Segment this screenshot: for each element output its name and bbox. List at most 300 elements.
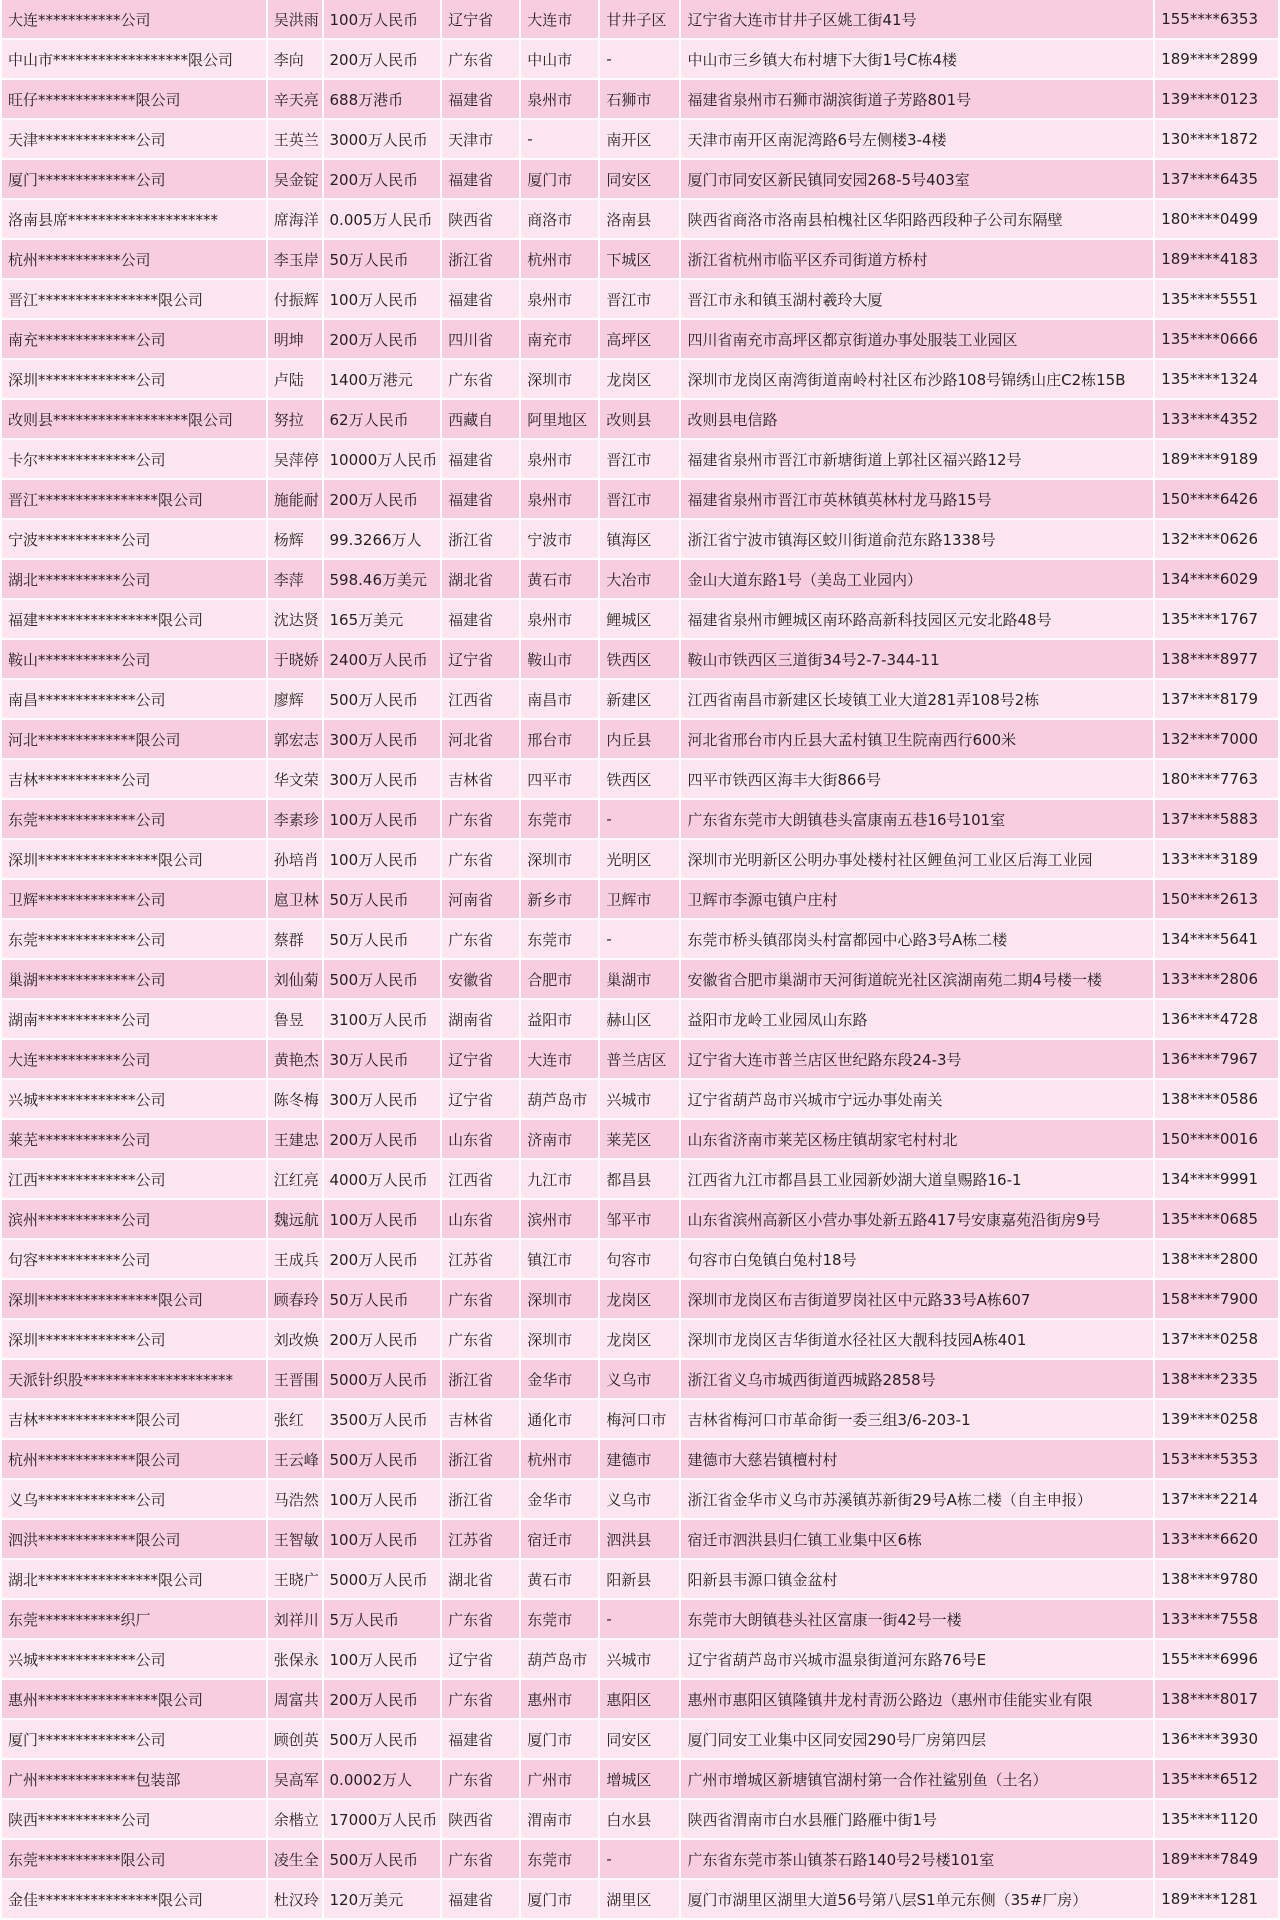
table-row (2, 40, 1278, 78)
cell-registered-capital: 99.3266万人 (324, 520, 441, 558)
cell-district: 改则县 (600, 400, 679, 438)
cell-registered-capital: 100万人民币 (324, 1520, 441, 1558)
cell-city: 东莞市 (521, 1840, 598, 1878)
cell-address: 鞍山市铁西区三道街34号2-7-344-11 (681, 640, 1153, 678)
table-row (2, 1600, 1278, 1638)
cell-district: 惠阳区 (600, 1680, 679, 1718)
table-row (2, 960, 1278, 998)
cell-address: 江西省九江市都昌县工业园新妙湖大道皇赐路16-1 (681, 1160, 1153, 1198)
cell-district: - (600, 40, 679, 78)
cell-address: 东莞市大朗镇巷头社区富康一街42号一楼 (681, 1600, 1153, 1638)
table-row (2, 440, 1278, 478)
cell-company-name: 南充*************公司 (2, 320, 266, 358)
cell-contact-name: 席海洋 (268, 200, 322, 238)
cell-contact-name: 张红 (268, 1400, 322, 1438)
cell-address: 厦门同安工业集中区同安园290号厂房第四层 (681, 1720, 1153, 1758)
cell-registered-capital: 0.005万人民币 (324, 200, 441, 238)
table-row (2, 800, 1278, 838)
cell-city: 惠州市 (521, 1680, 598, 1718)
cell-city: - (521, 120, 598, 158)
cell-registered-capital: 3500万人民币 (324, 1400, 441, 1438)
cell-province: 河北省 (442, 720, 519, 758)
cell-province: 山东省 (442, 1120, 519, 1158)
cell-contact-name: 刘仙菊 (268, 960, 322, 998)
cell-company-name: 南昌*************公司 (2, 680, 266, 718)
cell-company-name: 旺仔*************限公司 (2, 80, 266, 118)
cell-contact-name: 李萍 (268, 560, 322, 598)
cell-contact-name: 吴金锭 (268, 160, 322, 198)
cell-registered-capital: 300万人民币 (324, 1080, 441, 1118)
cell-province: 江西省 (442, 1160, 519, 1198)
cell-phone: 138****8977 (1155, 640, 1278, 678)
cell-contact-name: 蔡群 (268, 920, 322, 958)
table-row (2, 1240, 1278, 1278)
cell-contact-name: 王云峰 (268, 1440, 322, 1478)
cell-province: 浙江省 (442, 1440, 519, 1478)
cell-contact-name: 郭宏志 (268, 720, 322, 758)
cell-registered-capital: 100万人民币 (324, 1200, 441, 1238)
cell-city: 大连市 (521, 1040, 598, 1078)
cell-company-name: 深圳****************限公司 (2, 840, 266, 878)
cell-province: 广东省 (442, 40, 519, 78)
cell-registered-capital: 5000万人民币 (324, 1560, 441, 1598)
cell-address: 改则县电信路 (681, 400, 1153, 438)
cell-registered-capital: 165万美元 (324, 600, 441, 638)
cell-phone: 137****6435 (1155, 160, 1278, 198)
cell-registered-capital: 100万人民币 (324, 0, 441, 38)
cell-contact-name: 王晓广 (268, 1560, 322, 1598)
cell-address: 广东省东莞市大朗镇巷头富康南五巷16号101室 (681, 800, 1153, 838)
cell-phone: 134****9991 (1155, 1160, 1278, 1198)
cell-contact-name: 王智敏 (268, 1520, 322, 1558)
cell-district: 铁西区 (600, 640, 679, 678)
cell-city: 通化市 (521, 1400, 598, 1438)
cell-company-name: 晋江****************限公司 (2, 280, 266, 318)
cell-address: 惠州市惠阳区镇隆镇井龙村青沥公路边（惠州市佳能实业有限 (681, 1680, 1153, 1718)
cell-address: 广东省东莞市茶山镇茶石路140号2号楼101室 (681, 1840, 1153, 1878)
cell-province: 浙江省 (442, 520, 519, 558)
table-row (2, 1800, 1278, 1838)
cell-district: 晋江市 (600, 440, 679, 478)
cell-contact-name: 吴洪雨 (268, 0, 322, 38)
cell-company-name: 卫辉*************公司 (2, 880, 266, 918)
cell-district: 高坪区 (600, 320, 679, 358)
cell-company-name: 河北*************限公司 (2, 720, 266, 758)
table-row (2, 880, 1278, 918)
cell-province: 福建省 (442, 1720, 519, 1758)
table-row (2, 320, 1278, 358)
cell-registered-capital: 200万人民币 (324, 1680, 441, 1718)
cell-province: 湖南省 (442, 1000, 519, 1038)
cell-city: 泉州市 (521, 480, 598, 518)
cell-address: 福建省泉州市鲤城区南环路高新科技园区元安北路48号 (681, 600, 1153, 638)
cell-registered-capital: 500万人民币 (324, 960, 441, 998)
cell-city: 商洛市 (521, 200, 598, 238)
cell-contact-name: 吴萍停 (268, 440, 322, 478)
cell-city: 合肥市 (521, 960, 598, 998)
cell-province: 广东省 (442, 840, 519, 878)
cell-province: 浙江省 (442, 1360, 519, 1398)
cell-registered-capital: 1400万港元 (324, 360, 441, 398)
cell-phone: 189****4183 (1155, 240, 1278, 278)
cell-phone: 134****5641 (1155, 920, 1278, 958)
cell-address: 山东省滨州高新区小营办事处新五路417号安康嘉苑沿街房9号 (681, 1200, 1153, 1238)
cell-registered-capital: 200万人民币 (324, 480, 441, 518)
cell-contact-name: 魏远航 (268, 1200, 322, 1238)
cell-address: 江西省南昌市新建区长堎镇工业大道281弄108号2栋 (681, 680, 1153, 718)
cell-city: 东莞市 (521, 920, 598, 958)
cell-province: 辽宁省 (442, 1040, 519, 1078)
cell-registered-capital: 100万人民币 (324, 280, 441, 318)
cell-phone: 189****1281 (1155, 1880, 1278, 1918)
cell-district: 义乌市 (600, 1480, 679, 1518)
table-row (2, 480, 1278, 518)
cell-company-name: 卡尔*************公司 (2, 440, 266, 478)
cell-province: 广东省 (442, 360, 519, 398)
cell-district: - (600, 1600, 679, 1638)
cell-address: 深圳市龙岗区布吉街道罗岗社区中元路33号A栋607 (681, 1280, 1153, 1318)
table-row (2, 1080, 1278, 1118)
cell-company-name: 兴城*************公司 (2, 1080, 266, 1118)
table-row (2, 1320, 1278, 1358)
cell-phone: 135****6512 (1155, 1760, 1278, 1798)
table-row (2, 1480, 1278, 1518)
cell-company-name: 改则县******************限公司 (2, 400, 266, 438)
cell-company-name: 句容***********公司 (2, 1240, 266, 1278)
cell-city: 滨州市 (521, 1200, 598, 1238)
cell-district: 同安区 (600, 1720, 679, 1758)
cell-registered-capital: 300万人民币 (324, 720, 441, 758)
cell-phone: 139****0258 (1155, 1400, 1278, 1438)
cell-phone: 137****5883 (1155, 800, 1278, 838)
cell-phone: 180****7763 (1155, 760, 1278, 798)
cell-company-name: 东莞***********限公司 (2, 1840, 266, 1878)
cell-phone: 137****8179 (1155, 680, 1278, 718)
cell-address: 浙江省金华市义乌市苏溪镇苏新街29号A栋二楼（自主申报） (681, 1480, 1153, 1518)
cell-company-name: 东莞***********织厂 (2, 1600, 266, 1638)
cell-address: 福建省泉州市晋江市英林镇英林村龙马路15号 (681, 480, 1153, 518)
cell-district: 湖里区 (600, 1880, 679, 1918)
cell-contact-name: 张保永 (268, 1640, 322, 1678)
cell-registered-capital: 3100万人民币 (324, 1000, 441, 1038)
cell-registered-capital: 200万人民币 (324, 160, 441, 198)
cell-company-name: 江西*************公司 (2, 1160, 266, 1198)
cell-district: 龙岗区 (600, 360, 679, 398)
cell-registered-capital: 100万人民币 (324, 800, 441, 838)
cell-province: 湖北省 (442, 1560, 519, 1598)
cell-registered-capital: 50万人民币 (324, 240, 441, 278)
cell-address: 天津市南开区南泥湾路6号左侧楼3-4楼 (681, 120, 1153, 158)
cell-contact-name: 王建忠 (268, 1120, 322, 1158)
cell-address: 河北省邢台市内丘县大孟村镇卫生院南西行600米 (681, 720, 1153, 758)
cell-company-name: 义乌*************公司 (2, 1480, 266, 1518)
cell-address: 辽宁省葫芦岛市兴城市温泉街道河东路76号E (681, 1640, 1153, 1678)
cell-phone: 133****7558 (1155, 1600, 1278, 1638)
cell-registered-capital: 200万人民币 (324, 1320, 441, 1358)
cell-district: 建德市 (600, 1440, 679, 1478)
cell-registered-capital: 200万人民币 (324, 320, 441, 358)
cell-district: 句容市 (600, 1240, 679, 1278)
cell-province: 辽宁省 (442, 1080, 519, 1118)
cell-city: 厦门市 (521, 1720, 598, 1758)
cell-registered-capital: 500万人民币 (324, 1840, 441, 1878)
cell-address: 厦门市同安区新民镇同安园268-5号403室 (681, 160, 1153, 198)
cell-district: 泗洪县 (600, 1520, 679, 1558)
cell-province: 广东省 (442, 800, 519, 838)
table-row (2, 1880, 1278, 1918)
cell-phone: 133****2806 (1155, 960, 1278, 998)
cell-registered-capital: 200万人民币 (324, 1240, 441, 1278)
table-row (2, 1560, 1278, 1598)
cell-city: 厦门市 (521, 1880, 598, 1918)
cell-contact-name: 王英兰 (268, 120, 322, 158)
cell-province: 江苏省 (442, 1240, 519, 1278)
cell-district: 洛南县 (600, 200, 679, 238)
table-row (2, 120, 1278, 158)
cell-registered-capital: 5万人民币 (324, 1600, 441, 1638)
cell-province: 山东省 (442, 1200, 519, 1238)
table-row (2, 720, 1278, 758)
cell-contact-name: 李素珍 (268, 800, 322, 838)
cell-city: 泉州市 (521, 80, 598, 118)
cell-province: 江西省 (442, 680, 519, 718)
cell-district: 白水县 (600, 1800, 679, 1838)
cell-district: 兴城市 (600, 1640, 679, 1678)
cell-phone: 158****7900 (1155, 1280, 1278, 1318)
cell-phone: 139****0123 (1155, 80, 1278, 118)
cell-province: 浙江省 (442, 1480, 519, 1518)
cell-address: 吉林省梅河口市革命街一委三组3/6-203-1 (681, 1400, 1153, 1438)
cell-district: 石狮市 (600, 80, 679, 118)
cell-address: 金山大道东路1号（美岛工业园内） (681, 560, 1153, 598)
cell-contact-name: 卢陆 (268, 360, 322, 398)
cell-address: 四川省南充市高坪区都京街道办事处服装工业园区 (681, 320, 1153, 358)
cell-city: 新乡市 (521, 880, 598, 918)
cell-address: 益阳市龙岭工业园凤山东路 (681, 1000, 1153, 1038)
cell-registered-capital: 0.0002万人 (324, 1760, 441, 1798)
cell-district: 巢湖市 (600, 960, 679, 998)
cell-contact-name: 江红亮 (268, 1160, 322, 1198)
cell-city: 济南市 (521, 1120, 598, 1158)
cell-company-name: 厦门*************公司 (2, 1720, 266, 1758)
cell-district: 增城区 (600, 1760, 679, 1798)
cell-contact-name: 杜汉玲 (268, 1880, 322, 1918)
cell-province: 广东省 (442, 1760, 519, 1798)
cell-province: 广东省 (442, 1280, 519, 1318)
cell-contact-name: 扈卫林 (268, 880, 322, 918)
cell-city: 东莞市 (521, 1600, 598, 1638)
cell-address: 陕西省渭南市白水县雁门路雁中街1号 (681, 1800, 1153, 1838)
cell-company-name: 鞍山***********公司 (2, 640, 266, 678)
cell-contact-name: 于晓娇 (268, 640, 322, 678)
cell-company-name: 天津*************公司 (2, 120, 266, 158)
cell-district: 卫辉市 (600, 880, 679, 918)
cell-company-name: 吉林*************限公司 (2, 1400, 266, 1438)
cell-registered-capital: 62万人民币 (324, 400, 441, 438)
cell-company-name: 天派针织股******************** (2, 1360, 266, 1398)
cell-phone: 150****0016 (1155, 1120, 1278, 1158)
cell-phone: 155****6996 (1155, 1640, 1278, 1678)
table-row (2, 1440, 1278, 1478)
cell-contact-name: 努拉 (268, 400, 322, 438)
cell-registered-capital: 50万人民币 (324, 1280, 441, 1318)
table-row (2, 560, 1278, 598)
cell-company-name: 泗洪*************限公司 (2, 1520, 266, 1558)
cell-contact-name: 周富共 (268, 1680, 322, 1718)
cell-province: 辽宁省 (442, 0, 519, 38)
cell-address: 浙江省杭州市临平区乔司街道方桥村 (681, 240, 1153, 278)
cell-district: 同安区 (600, 160, 679, 198)
table-row (2, 640, 1278, 678)
cell-company-name: 东莞*************公司 (2, 800, 266, 838)
cell-contact-name: 李向 (268, 40, 322, 78)
cell-company-name: 东莞*************公司 (2, 920, 266, 958)
cell-phone: 135****1324 (1155, 360, 1278, 398)
cell-contact-name: 李玉岸 (268, 240, 322, 278)
cell-registered-capital: 200万人民币 (324, 40, 441, 78)
cell-city: 金华市 (521, 1480, 598, 1518)
cell-company-name: 宁波***********公司 (2, 520, 266, 558)
cell-contact-name: 付振辉 (268, 280, 322, 318)
cell-registered-capital: 10000万人民币 (324, 440, 441, 478)
cell-phone: 135****1120 (1155, 1800, 1278, 1838)
cell-province: 陕西省 (442, 200, 519, 238)
cell-city: 南昌市 (521, 680, 598, 718)
cell-registered-capital: 100万人民币 (324, 840, 441, 878)
table-row (2, 1640, 1278, 1678)
cell-registered-capital: 4000万人民币 (324, 1160, 441, 1198)
cell-company-name: 巢湖*************公司 (2, 960, 266, 998)
cell-city: 益阳市 (521, 1000, 598, 1038)
cell-city: 泉州市 (521, 280, 598, 318)
cell-city: 杭州市 (521, 1440, 598, 1478)
cell-province: 江苏省 (442, 1520, 519, 1558)
table-row (2, 1120, 1278, 1158)
cell-phone: 180****0499 (1155, 200, 1278, 238)
cell-district: 镇海区 (600, 520, 679, 558)
cell-company-name: 湖北****************限公司 (2, 1560, 266, 1598)
cell-city: 葫芦岛市 (521, 1080, 598, 1118)
cell-registered-capital: 120万美元 (324, 1880, 441, 1918)
cell-city: 深圳市 (521, 360, 598, 398)
cell-province: 福建省 (442, 480, 519, 518)
company-table-body (2, 0, 1278, 1918)
cell-contact-name: 吴高军 (268, 1760, 322, 1798)
cell-registered-capital: 500万人民币 (324, 1720, 441, 1758)
cell-province: 辽宁省 (442, 640, 519, 678)
cell-district: - (600, 920, 679, 958)
cell-address: 安徽省合肥市巢湖市天河街道皖光社区滨湖南苑二期4号楼一楼 (681, 960, 1153, 998)
cell-city: 东莞市 (521, 800, 598, 838)
cell-registered-capital: 500万人民币 (324, 680, 441, 718)
cell-registered-capital: 5000万人民币 (324, 1360, 441, 1398)
cell-city: 中山市 (521, 40, 598, 78)
cell-phone: 136****3930 (1155, 1720, 1278, 1758)
cell-company-name: 惠州****************限公司 (2, 1680, 266, 1718)
cell-district: 下城区 (600, 240, 679, 278)
cell-province: 福建省 (442, 160, 519, 198)
cell-phone: 132****0626 (1155, 520, 1278, 558)
cell-province: 广东省 (442, 1320, 519, 1358)
cell-company-name: 洛南县席******************** (2, 200, 266, 238)
cell-city: 镇江市 (521, 1240, 598, 1278)
cell-province: 辽宁省 (442, 1640, 519, 1678)
cell-province: 湖北省 (442, 560, 519, 598)
cell-registered-capital: 100万人民币 (324, 1640, 441, 1678)
cell-company-name: 中山市******************限公司 (2, 40, 266, 78)
cell-city: 黄石市 (521, 1560, 598, 1598)
cell-company-name: 深圳*************公司 (2, 360, 266, 398)
cell-address: 建德市大慈岩镇檀村村 (681, 1440, 1153, 1478)
cell-phone: 189****2899 (1155, 40, 1278, 78)
cell-address: 山东省济南市莱芜区杨庄镇胡家宅村村北 (681, 1120, 1153, 1158)
cell-address: 辽宁省大连市普兰店区世纪路东段24-3号 (681, 1040, 1153, 1078)
cell-phone: 155****6353 (1155, 0, 1278, 38)
cell-contact-name: 华文荣 (268, 760, 322, 798)
cell-phone: 189****9189 (1155, 440, 1278, 478)
cell-contact-name: 王晋围 (268, 1360, 322, 1398)
cell-registered-capital: 300万人民币 (324, 760, 441, 798)
cell-contact-name: 陈冬梅 (268, 1080, 322, 1118)
cell-province: 安徽省 (442, 960, 519, 998)
cell-phone: 135****1767 (1155, 600, 1278, 638)
table-row (2, 1400, 1278, 1438)
cell-contact-name: 余楷立 (268, 1800, 322, 1838)
cell-province: 西藏自 (442, 400, 519, 438)
cell-company-name: 杭州*************限公司 (2, 1440, 266, 1478)
cell-province: 福建省 (442, 1880, 519, 1918)
cell-contact-name: 孙培肖 (268, 840, 322, 878)
cell-registered-capital: 50万人民币 (324, 880, 441, 918)
cell-phone: 134****6029 (1155, 560, 1278, 598)
cell-phone: 150****2613 (1155, 880, 1278, 918)
cell-district: 赫山区 (600, 1000, 679, 1038)
cell-address: 晋江市永和镇玉湖村羲玲大厦 (681, 280, 1153, 318)
cell-district: 内丘县 (600, 720, 679, 758)
cell-city: 阿里地区 (521, 400, 598, 438)
cell-company-name: 大连***********公司 (2, 1040, 266, 1078)
table-row (2, 1680, 1278, 1718)
cell-address: 福建省泉州市晋江市新塘街道上郭社区福兴路12号 (681, 440, 1153, 478)
cell-district: - (600, 1840, 679, 1878)
table-row (2, 1760, 1278, 1798)
cell-district: 南开区 (600, 120, 679, 158)
cell-contact-name: 马浩然 (268, 1480, 322, 1518)
cell-company-name: 莱芜***********公司 (2, 1120, 266, 1158)
table-row (2, 160, 1278, 198)
cell-city: 渭南市 (521, 1800, 598, 1838)
table-row (2, 840, 1278, 878)
cell-company-name: 滨州***********公司 (2, 1200, 266, 1238)
cell-city: 四平市 (521, 760, 598, 798)
cell-phone: 138****0586 (1155, 1080, 1278, 1118)
cell-address: 福建省泉州市石狮市湖滨街道子芳路801号 (681, 80, 1153, 118)
cell-phone: 135****0685 (1155, 1200, 1278, 1238)
cell-city: 宿迁市 (521, 1520, 598, 1558)
cell-district: 鲤城区 (600, 600, 679, 638)
cell-province: 福建省 (442, 280, 519, 318)
cell-district: 兴城市 (600, 1080, 679, 1118)
table-row (2, 0, 1278, 38)
cell-registered-capital: 500万人民币 (324, 1440, 441, 1478)
cell-province: 福建省 (442, 80, 519, 118)
cell-address: 宿迁市泗洪县归仁镇工业集中区6栋 (681, 1520, 1153, 1558)
table-row (2, 1720, 1278, 1758)
table-row (2, 760, 1278, 798)
cell-phone: 133****3189 (1155, 840, 1278, 878)
cell-city: 葫芦岛市 (521, 1640, 598, 1678)
cell-city: 宁波市 (521, 520, 598, 558)
